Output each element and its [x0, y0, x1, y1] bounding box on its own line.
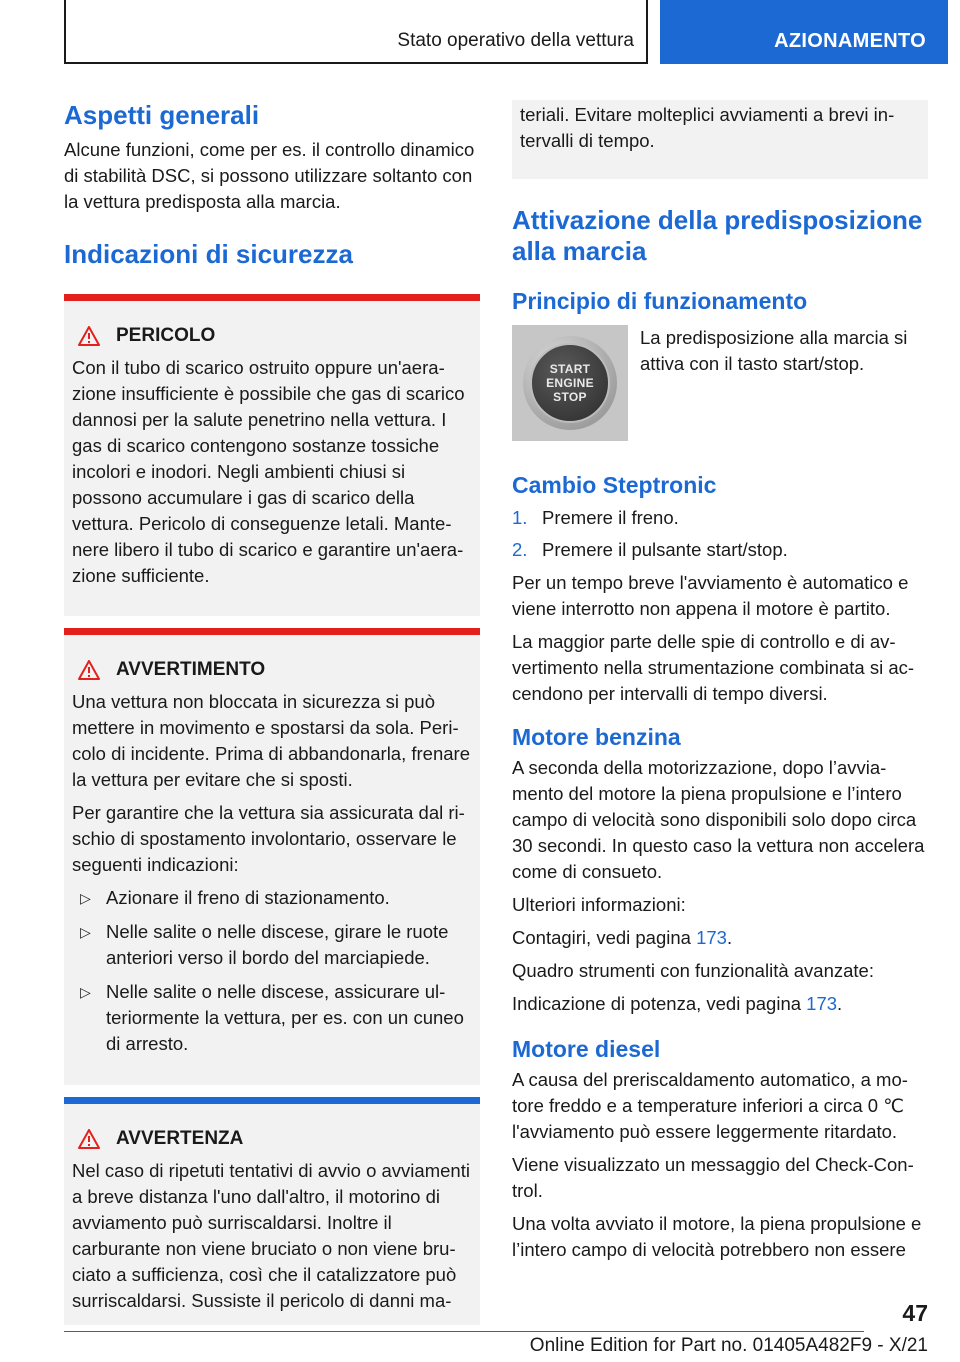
ref-text: Contagiri, vedi pagina	[512, 927, 697, 948]
caution-continued-text: teriali. Evitare molteplici avviamenti a brevi intervalli di tempo.	[520, 104, 895, 151]
triangle-right-icon: ▷	[80, 890, 91, 906]
start-stop-button-ring	[523, 336, 617, 430]
list-item	[512, 505, 928, 531]
warning-triangle-icon	[78, 326, 100, 346]
general-heading: Aspetti generali	[64, 100, 260, 130]
principle-heading: Principio di funzionamento	[512, 288, 808, 314]
header-chapter-box	[64, 0, 648, 64]
danger-header	[72, 323, 472, 349]
button-text-line: START	[549, 362, 591, 376]
button-text-line: STOP	[553, 390, 587, 404]
steptronic-heading: Cambio Steptronic	[512, 472, 717, 498]
steptronic-text-2: La maggior parte delle spie di controllo e di avvertimento nella strumentazione combinata si accendono per intervalli di tempo diversi.	[512, 631, 915, 704]
page-link[interactable]: 173	[696, 927, 727, 948]
left-column	[64, 100, 480, 1325]
list-item	[72, 979, 472, 1057]
list-item	[72, 919, 472, 971]
section-title: AZIONAMENTO	[774, 30, 926, 52]
caution-box-continued	[512, 100, 928, 179]
warning-header	[72, 657, 472, 683]
button-text-line: ENGINE	[546, 376, 594, 390]
petrol-more-info: Ulteriori informazioni:	[512, 894, 686, 915]
list-item	[512, 537, 928, 563]
ref-dot: .	[726, 927, 733, 948]
caution-label: AVVERTENZA	[116, 1128, 244, 1149]
ref-dot: .	[837, 993, 843, 1014]
right-column	[512, 100, 928, 1270]
petrol-ref-2	[512, 991, 928, 1017]
list-item-text: Azionare il freno di stazionamento.	[106, 887, 390, 908]
steptronic-steps	[512, 505, 928, 563]
general-text: Alcune funzioni, come per es. il controllo dinamico di stabilità DSC, si possono utilizzare soltanto con la vettura predisposta alla marcia.	[64, 139, 475, 212]
list-item	[72, 885, 472, 911]
danger-text: Con il tubo di scarico ostruito oppure un'aerazione insufficiente è possibile che gas di scarico dannosi per la salute penetrino nella vettura. I gas di scarico contengono sostanze tossiche incolori e inodori. Negli ambienti chiusi si possono accumulare i gas di scarico della vettura. Pericolo di conseguenze letali. Mantenere libero il tubo di scarico e garantire un'aerazione sufficiente.	[72, 357, 465, 586]
petrol-ref-1	[512, 925, 928, 951]
page-link[interactable]: 173	[806, 993, 838, 1014]
warning-triangle-icon	[78, 660, 100, 680]
petrol-heading: Motore benzina	[512, 724, 681, 750]
diesel-heading: Motore diesel	[512, 1036, 661, 1062]
warning-text-1: Una vettura non bloccata in sicurezza si può mettere in movimento e spostarsi da sola. Pericolo di incidente. Prima di abbandonarla, frenare la vettura per evitare che si sposti.	[72, 691, 470, 790]
caution-header	[72, 1126, 472, 1152]
step-number: 1.	[512, 507, 528, 528]
chapter-title: Stato operativo della vettura	[397, 30, 634, 51]
principle-text: La predisposizione alla marcia si attiva con il tasto start/stop.	[640, 327, 908, 374]
step-text: Premere il pulsante start/stop.	[542, 539, 788, 560]
caution-text: Nel caso di ripetuti tentativi di avvio o avviamenti a breve distanza l'uno dall'altro, il motorino di avviamento può surriscaldarsi. Inoltre il carburante non viene bruciato o non viene bruciato a sufficienza, così che il catalizzatore può surriscaldarsi. Sussiste il pericolo di danni ma-	[72, 1160, 470, 1311]
warning-text-2: Per garantire che la vettura sia assicurata dal rischio di spostamento involontario, osservare le seguenti indicazioni:	[72, 802, 465, 875]
list-item-text: Nelle salite o nelle discese, assicurare ulteriormente la vettura, per es. con un cuneo di arresto.	[106, 981, 464, 1054]
safety-heading: Indicazioni di sicurezza	[64, 239, 353, 269]
danger-label: PERICOLO	[116, 325, 216, 346]
warning-box	[64, 628, 480, 1085]
diesel-text-2: Viene visualizzato un messaggio del Check-Control.	[512, 1154, 914, 1201]
triangle-right-icon: ▷	[80, 984, 91, 1000]
triangle-right-icon: ▷	[80, 924, 91, 940]
step-text: Premere il freno.	[542, 507, 679, 528]
steptronic-text-1: Per un tempo breve l'avviamento è automatico e viene interrotto non appena il motore è partito.	[512, 572, 909, 619]
warning-label: AVVERTIMENTO	[116, 659, 266, 680]
activation-heading: Attivazione della predisposizione alla marcia	[512, 205, 923, 266]
start-stop-button-face	[530, 343, 610, 423]
list-item-text: Nelle salite o nelle discese, girare le ruote anteriori verso il bordo del marciapiede.	[106, 921, 449, 968]
diesel-text-3: Una volta avviato il motore, la piena propulsione e l’intero campo di velocità potrebbero non essere	[512, 1213, 922, 1260]
ref-text: Indicazione di potenza, vedi pagina	[512, 993, 807, 1014]
footer-divider	[64, 1331, 864, 1332]
footer-edition: Online Edition for Part no. 01405A482F9 - X/21	[529, 1335, 928, 1356]
petrol-text: A seconda della motorizzazione, dopo l’avviamento del motore la piena propulsione e l’intero campo di velocità sono disponibili solo dopo circa 30 secondi. In questo caso la vettura non accelera come di consueto.	[512, 757, 925, 882]
petrol-ref-2-intro: Quadro strumenti con funzionalità avanzate:	[512, 960, 874, 981]
caution-box	[64, 1097, 480, 1325]
header-section-box	[660, 0, 948, 64]
page-number: 47	[902, 1300, 928, 1326]
principle-row	[512, 325, 928, 441]
step-number: 2.	[512, 539, 528, 560]
danger-box	[64, 294, 480, 616]
warning-bullet-list	[72, 885, 472, 1057]
diesel-text-1: A causa del preriscaldamento automatico, a motore freddo e a temperature inferiori a circa 0 ℃ l'avviamento può essere leggermente ritardato.	[512, 1069, 908, 1142]
warning-triangle-icon	[78, 1129, 100, 1149]
start-stop-button-image	[512, 325, 628, 441]
